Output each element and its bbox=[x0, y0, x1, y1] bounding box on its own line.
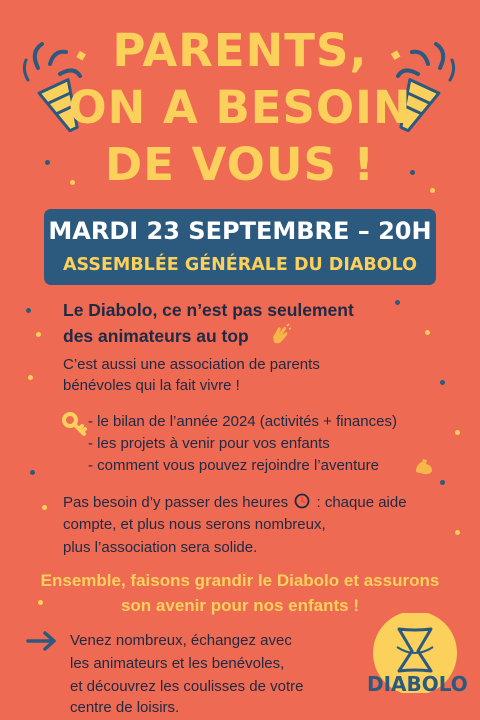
confetti bbox=[30, 470, 35, 475]
event-title: ASSEMBLÉE GÉNÉRALE DU DIABOLO bbox=[63, 255, 417, 275]
motto-line-1: Ensemble, faisons grandir le Diabolo et assurons bbox=[40, 571, 440, 590]
association-line-1: C’est aussi une association de parents bbox=[63, 356, 320, 373]
headline-line-1: PARENTS, bbox=[112, 24, 368, 77]
invite-line-4: centre de loisirs. bbox=[70, 699, 180, 716]
flexed-biceps-icon bbox=[414, 458, 434, 476]
event-banner bbox=[44, 209, 436, 285]
time-note-line-3: plus l’association sera solide. bbox=[63, 539, 258, 556]
motto-line-2: son avenir pour nos enfants ! bbox=[120, 596, 360, 615]
confetti bbox=[440, 380, 445, 385]
confetti bbox=[455, 530, 460, 535]
arrow-right-icon bbox=[26, 630, 58, 652]
confetti bbox=[28, 375, 33, 380]
association-line-2: bénévoles qui la fait vivre ! bbox=[63, 377, 240, 394]
confetti bbox=[395, 300, 400, 305]
confetti bbox=[36, 332, 41, 337]
time-note-before: Pas besoin d’y passer des heures bbox=[63, 494, 289, 511]
logo-text: DIABOLO bbox=[367, 672, 468, 696]
clapping-hands-icon bbox=[268, 323, 292, 347]
confetti bbox=[425, 330, 430, 335]
agenda-item-2: - les projets à venir pour vos enfants bbox=[88, 435, 330, 452]
headline-line-2: ON A BESOIN bbox=[68, 81, 412, 134]
invite-line-3: et découvrez les coulisses de votre bbox=[70, 678, 304, 695]
key-icon bbox=[62, 412, 88, 438]
intro-line-1: Le Diabolo, ce n’est pas seulement bbox=[63, 300, 354, 320]
confetti bbox=[26, 308, 31, 313]
confetti bbox=[42, 505, 47, 510]
time-note-line-2: compte, et plus nous serons nombreux, bbox=[63, 516, 326, 533]
time-note-after: : chaque aide bbox=[316, 494, 407, 511]
event-date-time: MARDI 23 SEPTEMBRE – 20H bbox=[48, 217, 432, 245]
headline bbox=[0, 22, 480, 193]
agenda-item-3: - comment vous pouvez rejoindre l’aventure bbox=[88, 457, 379, 474]
confetti bbox=[455, 430, 460, 435]
agenda-item-1: - le bilan de l’année 2024 (activités + finances) bbox=[88, 413, 397, 430]
invite-line-1: Venez nombreux, échangez avec bbox=[70, 632, 292, 649]
headline-line-3: DE VOUS ! bbox=[104, 138, 376, 191]
confetti bbox=[440, 480, 445, 485]
time-note-line-1 bbox=[63, 493, 407, 511]
invite-line-2: les animateurs et les benévoles, bbox=[70, 655, 285, 672]
intro-line-2: des animateurs au top bbox=[63, 326, 249, 346]
clock-icon bbox=[294, 493, 310, 509]
